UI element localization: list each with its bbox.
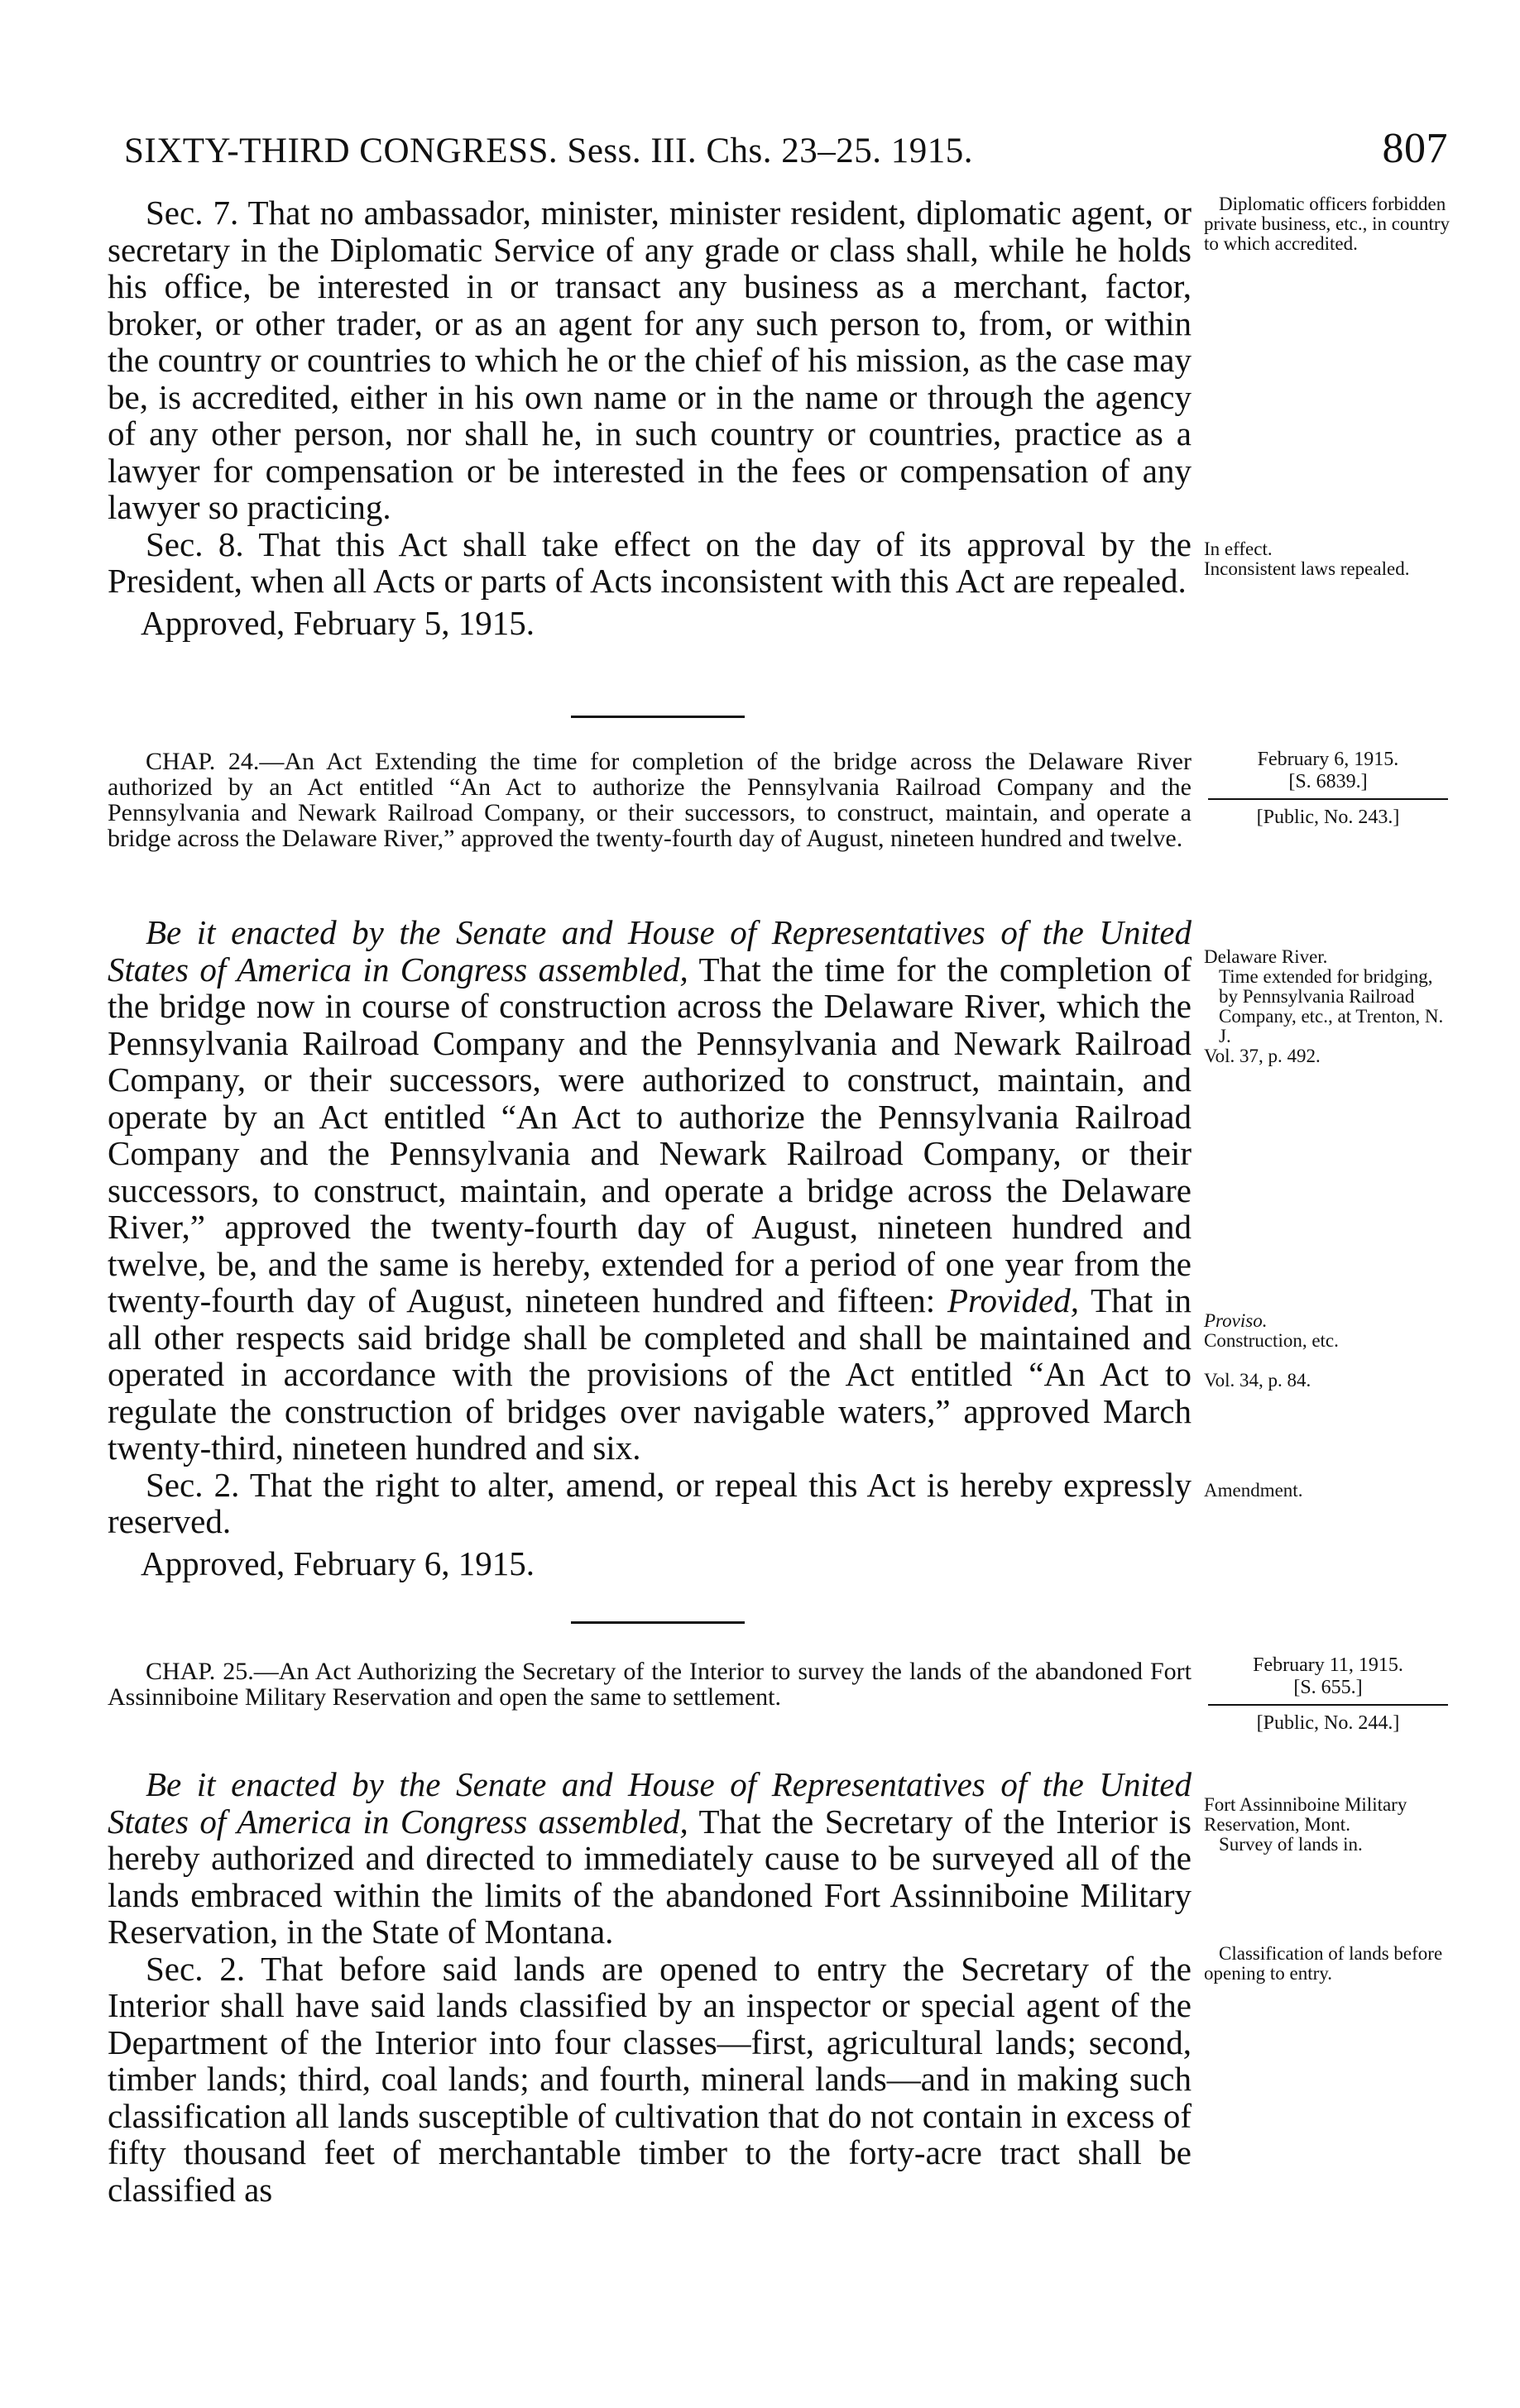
margin-note: Vol. 37, p. 492. [1204,1046,1321,1066]
running-head [124,124,1448,174]
running-head-title: SIXTY-THIRD CONGRESS. Sess. III. Chs. 23–25. 1915. [124,132,973,170]
ch24-margin-b [1204,1311,1452,1391]
ch25-sec1-text: That the Secretary of the Interior is hereby authorized and directed to immediately cause to be surveyed all of the lands embraced within the limits of the abandoned Fort Assinniboine Military Reservation, in the State of Montana. [108,1802,1192,1951]
ch24-sec1-rest: That in all other respects said bridge shall be completed and shall be maintained and operated in accordance with the provisions of the Act entitled “An Act to regulate the construction of bridges over navigable waters,” approved March twenty-third, nineteen hundred and six. [108,1281,1192,1467]
ch24-title [108,749,1192,851]
margin-note: Delaware River. [1204,946,1328,967]
ch25-date: February 11, 1915. [1253,1654,1403,1676]
ch23-margin-sec8 [1204,539,1452,579]
ch24-date: February 6, 1915. [1257,749,1399,770]
ch24-sec2: Sec. 2. That the right to alter, amend, or repeal this Act is hereby expressly reserved. [108,1465,1192,1540]
ch25-margin-a [1204,1795,1452,1855]
ch24-public-law: [Public, No. 243.] [1256,807,1400,828]
ch25-title-text: CHAP. 25.—An Act Authorizing the Secretary of the Interior to survey the lands of the abandoned Fort Assinniboine Military Reservation and open the same to settlement. [108,1658,1192,1711]
side-rule [1208,1704,1448,1706]
section-rule [571,716,745,718]
ch25-bill: [S. 655.] [1293,1677,1363,1698]
margin-note: Amendment. [1204,1480,1303,1501]
margin-note: Inconsistent laws repealed. [1204,558,1410,579]
ch25-sec2: Sec. 2. That before said lands are opened to entry the Secretary of the Interior shall have said lands classified by an inspector or special agent of the Department of the Interior into four classes—first, agricultural lands; second, timber lands; third, coal lands; and fourth, mineral lands—and in making such classification all lands susceptible of cultivation that do not contain in excess of fifty thousand feet of merchantable timber to the forty-acre tract shall be classified as [108,1949,1192,2209]
ch25-sec1 [108,1766,1192,1951]
ch23-sec7: Sec. 7. That no ambassador, minister, minister resident, diplomatic agent, or secretary in the Diplomatic Service of any grade or class shall, while he holds his office, be interested in or transact any business as a merchant, factor, broker, or other trader, or as an agent for any such person to, from, or within the country or countries to which he or the chief of his mission, as the case may be, is accredited, either in his own name or in the name or through the agency of any other person, nor shall he, in such country or countries, practice as a lawyer for compensation or be interested in the fees or compensation of any lawyer so practicing. [108,194,1192,526]
ch25-title [108,1659,1192,1710]
ch24-date-block [1200,749,1456,829]
margin-note: Proviso. [1204,1310,1268,1331]
ch25-body [108,1766,1192,2208]
ch23-approved: Approved, February 5, 1915. [141,603,535,642]
enacting-clause: Be it enacted by the Senate and House of Representatives of the United States of America in Congress assembled, [108,1765,1192,1841]
margin-note: In effect. [1204,539,1273,559]
ch24-bill: [S. 6839.] [1288,771,1368,792]
ch24-sec1 [108,914,1192,1467]
margin-note: Fort Assinniboine Military Reservation, Mont. [1204,1794,1407,1835]
margin-note: Vol. 34, p. 84. [1204,1370,1311,1391]
margin-note: Time extended for bridging, by Pennsylvania Railroad Company, etc., at Trenton, N. J. [1219,966,1444,1046]
margin-note: Construction, etc. [1204,1330,1339,1351]
ch25-margin-b [1204,1944,1452,1984]
section-rule [571,1621,745,1624]
enacting-clause: Be it enacted by the Senate and House of Representatives of the United States of America in Congress assembled, [108,913,1192,989]
margin-note: Diplomatic officers forbidden private business, etc., in country to which accredited. [1204,194,1450,254]
ch24-approved: Approved, February 6, 1915. [141,1544,535,1582]
ch24-sec1-text: That the time for the completion of the bridge now in course of construction across the Delaware River, which the Pennsylvania Railroad Company and the Pennsylvania and Newark Railroad Company, or their successors, were authorized to construct, maintain, and operate by an Act entitled “An Act to authorize the Pennsylvania Railroad Company and the Pennsylvania and Newark Railroad Company, or their successors, to construct, maintain, and operate a bridge across the Delaware River,” approved the twenty-fourth day of August, nineteen hundred and twelve, be, and the same is hereby, extended for a period of one year from the twenty-fourth day of August, nineteen hundred and fifteen: [108,950,1192,1319]
proviso-word: Provided, [947,1281,1079,1319]
ch24-margin-c [1204,1481,1452,1501]
ch24-margin-a [1204,947,1452,1066]
margin-note: Survey of lands in. [1219,1834,1363,1855]
ch23-sections [108,194,1192,641]
ch24-body [108,914,1192,1582]
ch25-public-law: [Public, No. 244.] [1256,1712,1400,1734]
ch24-title-text: CHAP. 24.—An Act Extending the time for completion of the bridge across the Delaware River authorized by an Act entitled “An Act to authorize the Pennsylvania Railroad Company and the Pennsylvania and Newark Railroad Company, or their successors, to construct, maintain, and operate a bridge across the Delaware River,” approved the twenty-fourth day of August, nineteen hundred and twelve. [108,748,1192,852]
side-rule [1208,798,1448,800]
ch25-date-block [1200,1654,1456,1735]
ch23-margin-sec7 [1204,194,1452,254]
margin-note: Classification of lands before opening to entry. [1204,1943,1443,1984]
ch23-sec8: Sec. 8. That this Act shall take effect on the day of its approval by the President, when all Acts or parts of Acts inconsistent with this Act are repealed. [108,524,1192,600]
page-number: 807 [1382,125,1448,172]
